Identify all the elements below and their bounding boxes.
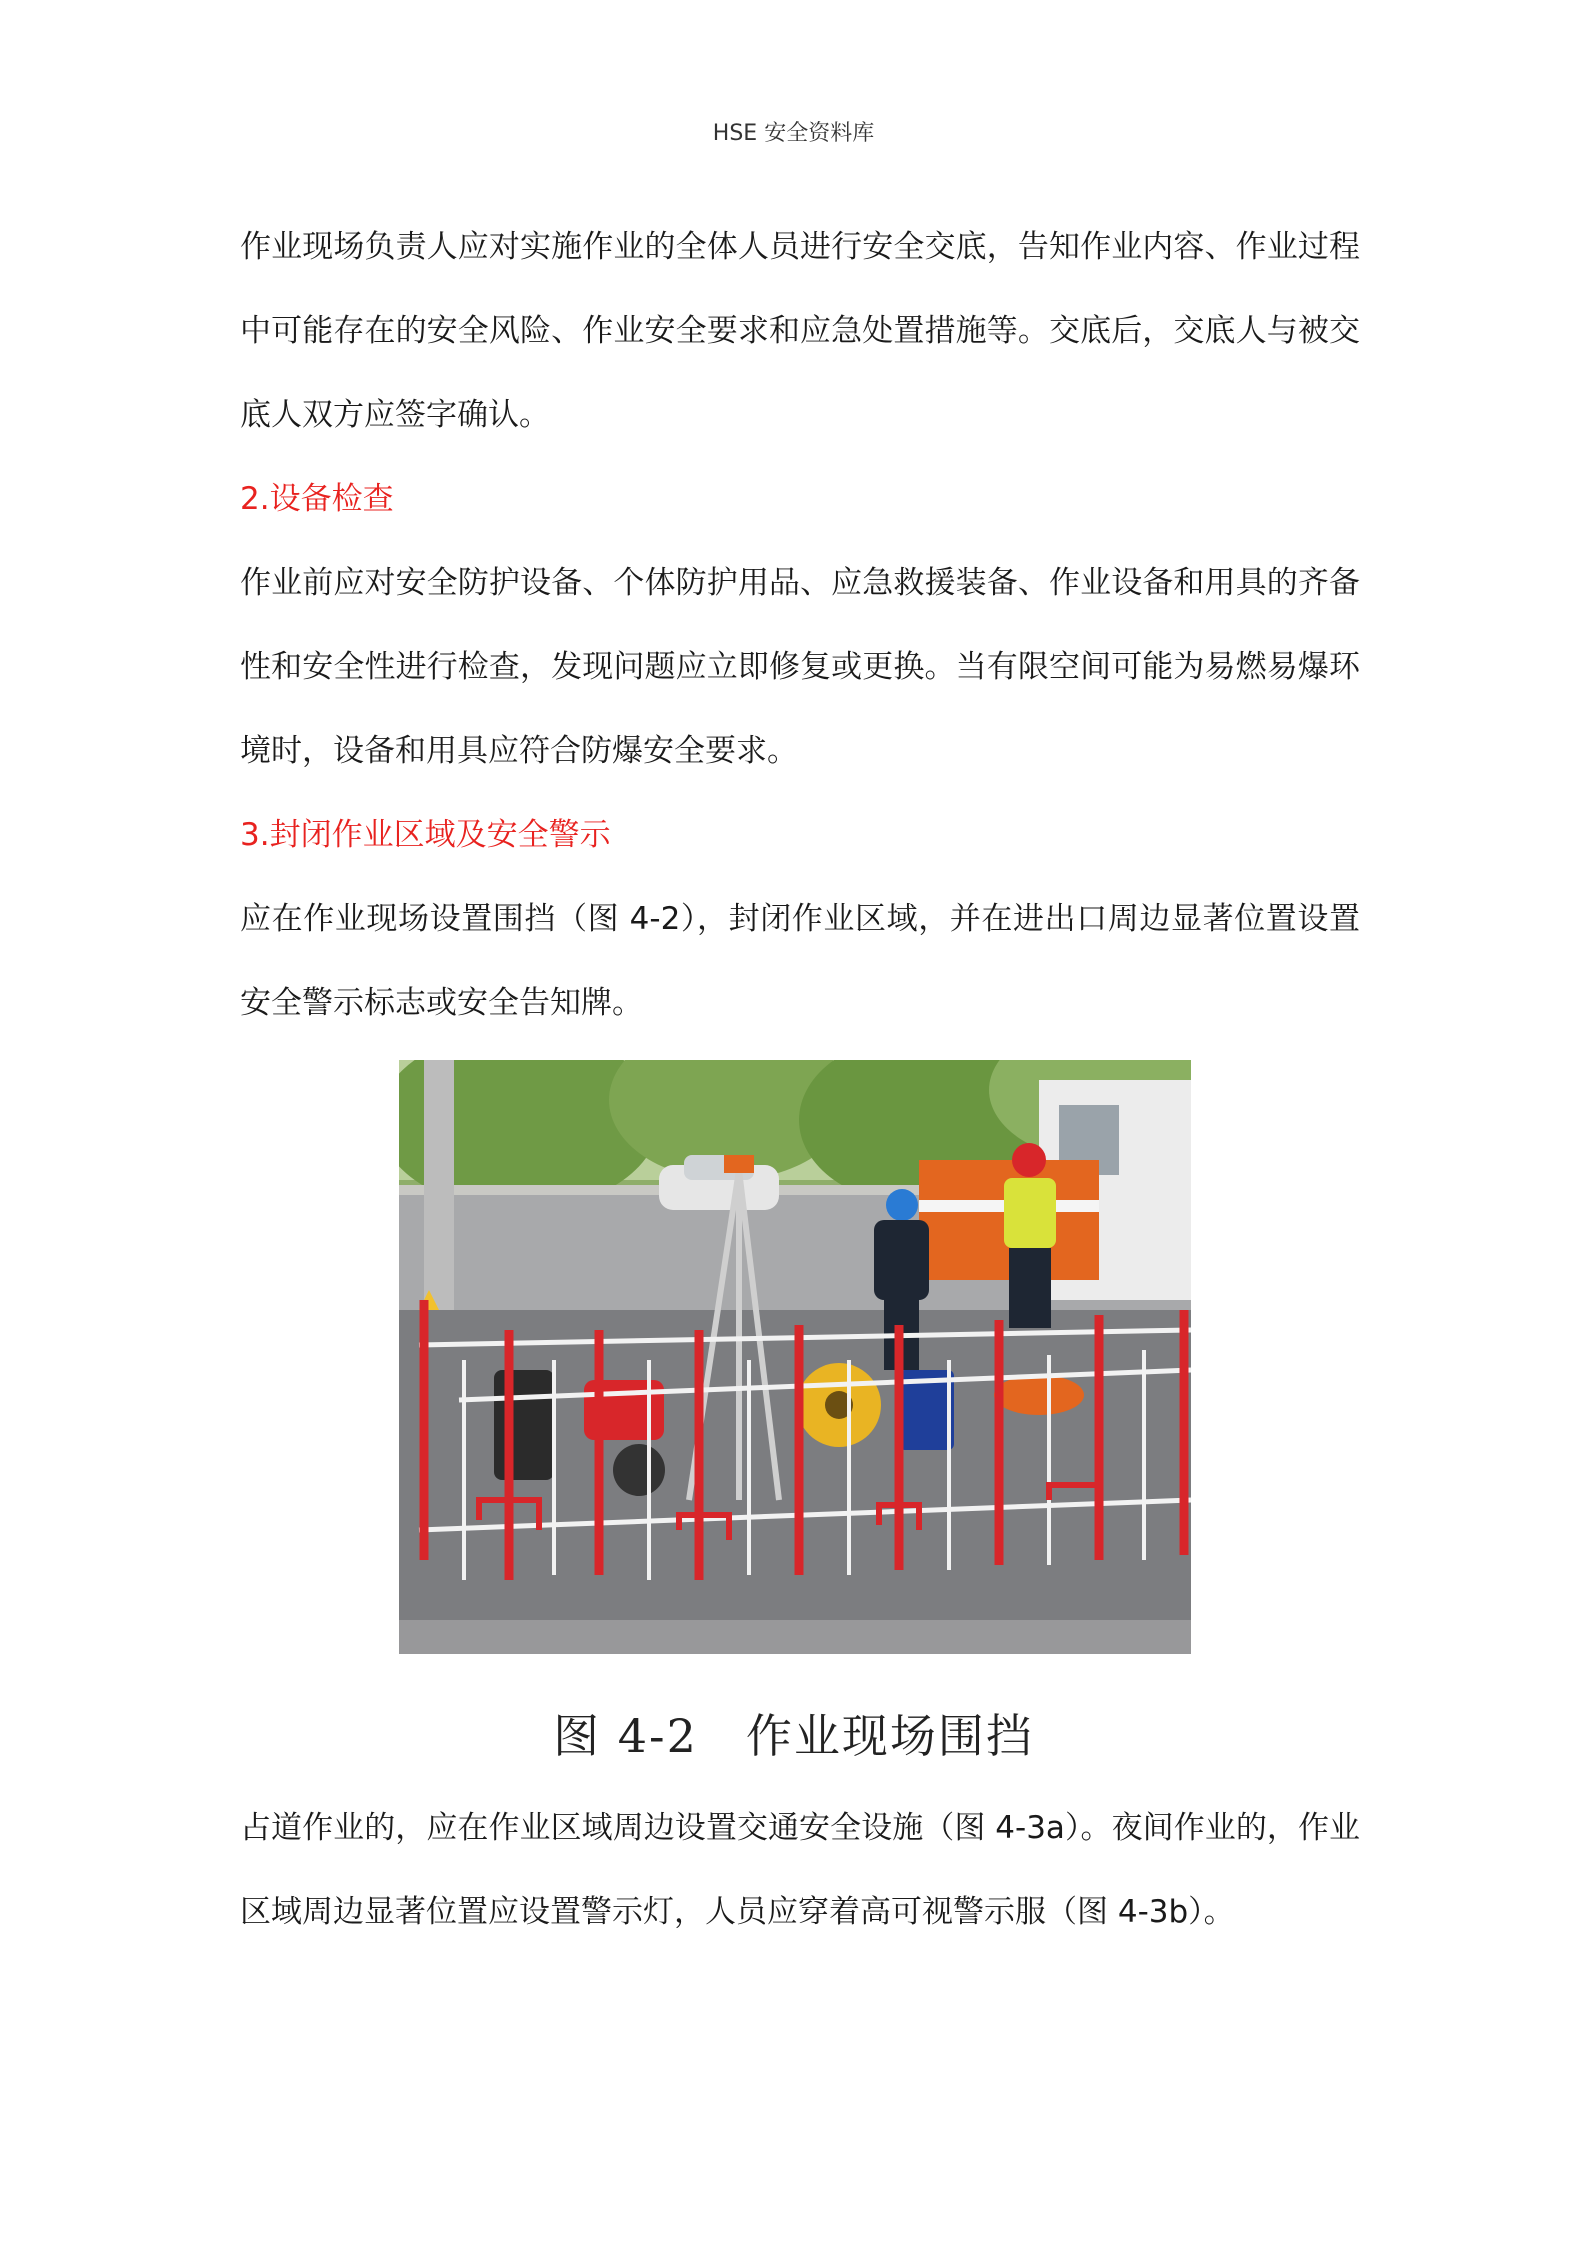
site-barrier-illustration — [399, 1060, 1191, 1654]
paragraph-road-work: 占道作业的，应在作业区域周边设置交通安全设施（图 4-3a）。夜间作业的，作业区域周边显著位置应设置警示灯，人员应穿着高可视警示服（图 4-3b）。 — [240, 1810, 1360, 1930]
section-heading-enclose-area: 3.封闭作业区域及安全警示 — [240, 817, 611, 853]
page-header: HSE 安全资料库 — [712, 121, 875, 146]
paragraph-equipment-check: 作业前应对安全防护设备、个体防护用品、应急救援装备、作业设备和用具的齐备性和安全性进行检查，发现问题应立即修复或更换。当有限空间可能为易燃易爆环境时，设备和用具应符合防爆安全要求。 — [240, 565, 1360, 769]
section-heading-equipment-check: 2.设备检查 — [240, 481, 394, 517]
content-bottom — [240, 1786, 1360, 1954]
paragraph-enclose-area: 应在作业现场设置围挡（图 4-2），封闭作业区域，并在进出口周边显著位置设置安全警示标志或安全告知牌。 — [240, 901, 1360, 1021]
figure-site-barrier-photo — [399, 1060, 1191, 1654]
figure-caption: 图 4-2 作业现场围挡 — [553, 1709, 1034, 1763]
content-top — [240, 205, 1360, 1045]
paragraph-safety-briefing: 作业现场负责人应对实施作业的全体人员进行安全交底，告知作业内容、作业过程中可能存在的安全风险、作业安全要求和应急处置措施等。交底后，交底人与被交底人双方应签字确认。 — [240, 229, 1360, 433]
